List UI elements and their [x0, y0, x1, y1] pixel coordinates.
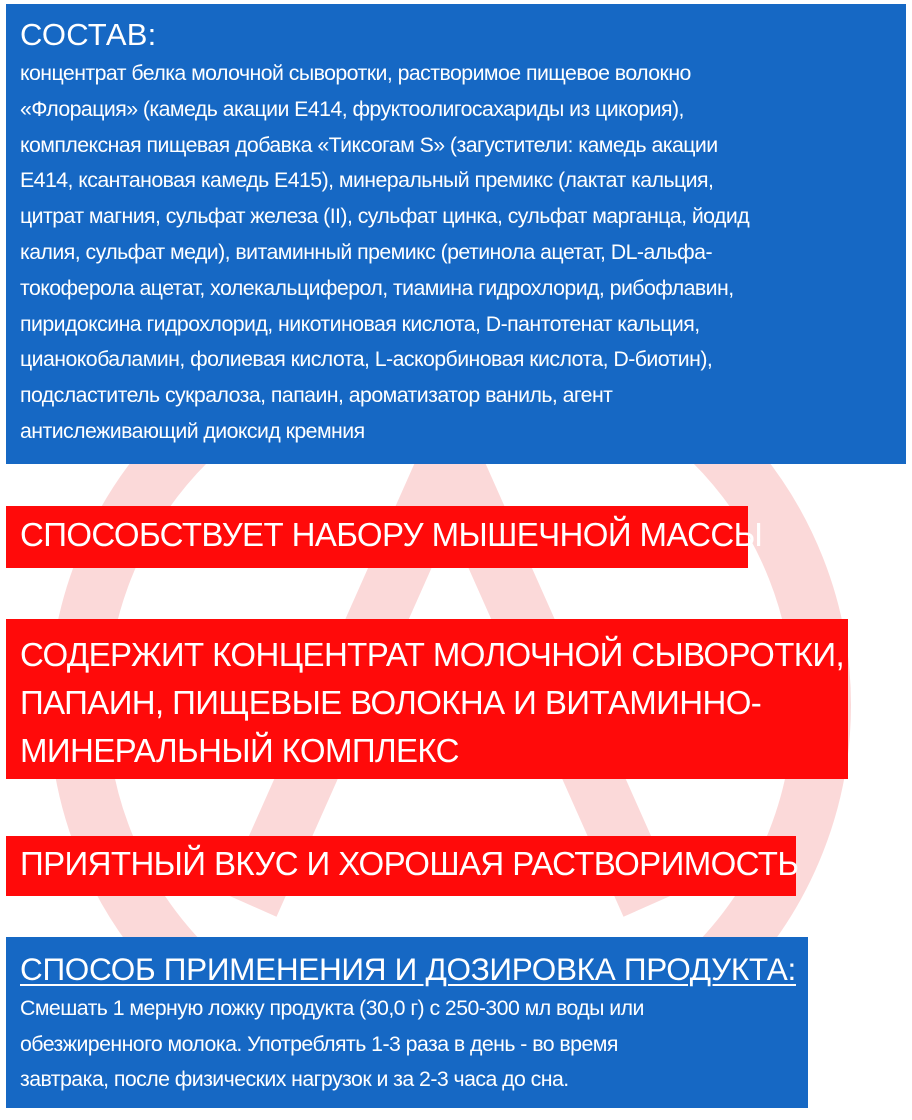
taste-solubility-banner — [6, 836, 799, 896]
composition-line: Е414, ксантановая камедь Е415), минеральный премикс (лактат кальция, — [20, 168, 714, 193]
composition-line: подсластитель сукралоза, папаин, ароматизатор ваниль, агент — [20, 383, 613, 408]
usage-line: Смешать 1 мерную ложку продукта (30,0 г) с 250-300 мл воды или — [20, 996, 644, 1020]
composition-heading: СОСТАВ: — [20, 17, 157, 52]
usage-heading: СПОСОБ ПРИМЕНЕНИЯ И ДОЗИРОВКА ПРОДУКТА: — [20, 951, 796, 987]
composition-line: цитрат магния, сульфат железа (II), сульфат цинка, сульфат марганца, йодид — [20, 204, 750, 229]
usage-line: завтрака, после физических нагрузок и за 2-3 часа до сна. — [20, 1067, 569, 1091]
usage-line: обезжиренного молока. Употреблять 1-3 раза в день - во время — [20, 1031, 618, 1056]
ingredients-highlight-banner — [6, 619, 848, 779]
taste-solubility-text: ПРИЯТНЫЙ ВКУС И ХОРОШАЯ РАСТВОРИМОСТЬ — [20, 845, 799, 882]
composition-line: концентрат белка молочной сыворотки, растворимое пищевое волокно — [20, 61, 691, 85]
composition-line: цианокобаламин, фолиевая кислота, L-аскорбиновая кислота, D-биотин), — [20, 347, 713, 372]
composition-line: комплексная пищевая добавка «Тиксогам S» (загустители: камедь акации — [20, 132, 718, 157]
muscle-mass-text: СПОСОБСТВУЕТ НАБОРУ МЫШЕЧНОЙ МАССЫ — [20, 516, 763, 553]
composition-line: калия, сульфат меди), витаминный премикс (ретинола ацетат, DL-альфа- — [20, 239, 712, 264]
composition-text — [20, 56, 892, 450]
muscle-mass-banner — [6, 506, 763, 568]
ingredients-highlight-line: ПАПАИН, ПИЩЕВЫЕ ВОЛОКНА И ВИТАМИННО- — [20, 684, 762, 721]
composition-line: антислеживающий диоксид кремния — [20, 418, 365, 443]
usage-text — [20, 991, 808, 1098]
usage-panel — [6, 937, 808, 1108]
composition-line: токоферола ацетат, холекальциферол, тиамина гидрохлорид, рибофлавин, — [20, 275, 734, 300]
ingredients-highlight-line: СОДЕРЖИТ КОНЦЕНТРАТ МОЛОЧНОЙ СЫВОРОТКИ, — [20, 636, 845, 673]
composition-line: пиридоксина гидрохлорид, никотиновая кислота, D-пантотенат кальция, — [20, 311, 700, 336]
composition-panel — [6, 4, 906, 464]
ingredients-highlight-line: МИНЕРАЛЬНЫЙ КОМПЛЕКС — [20, 732, 459, 769]
composition-line: «Флорация» (камедь акации Е414, фруктоолигосахариды из цикория), — [20, 96, 684, 121]
